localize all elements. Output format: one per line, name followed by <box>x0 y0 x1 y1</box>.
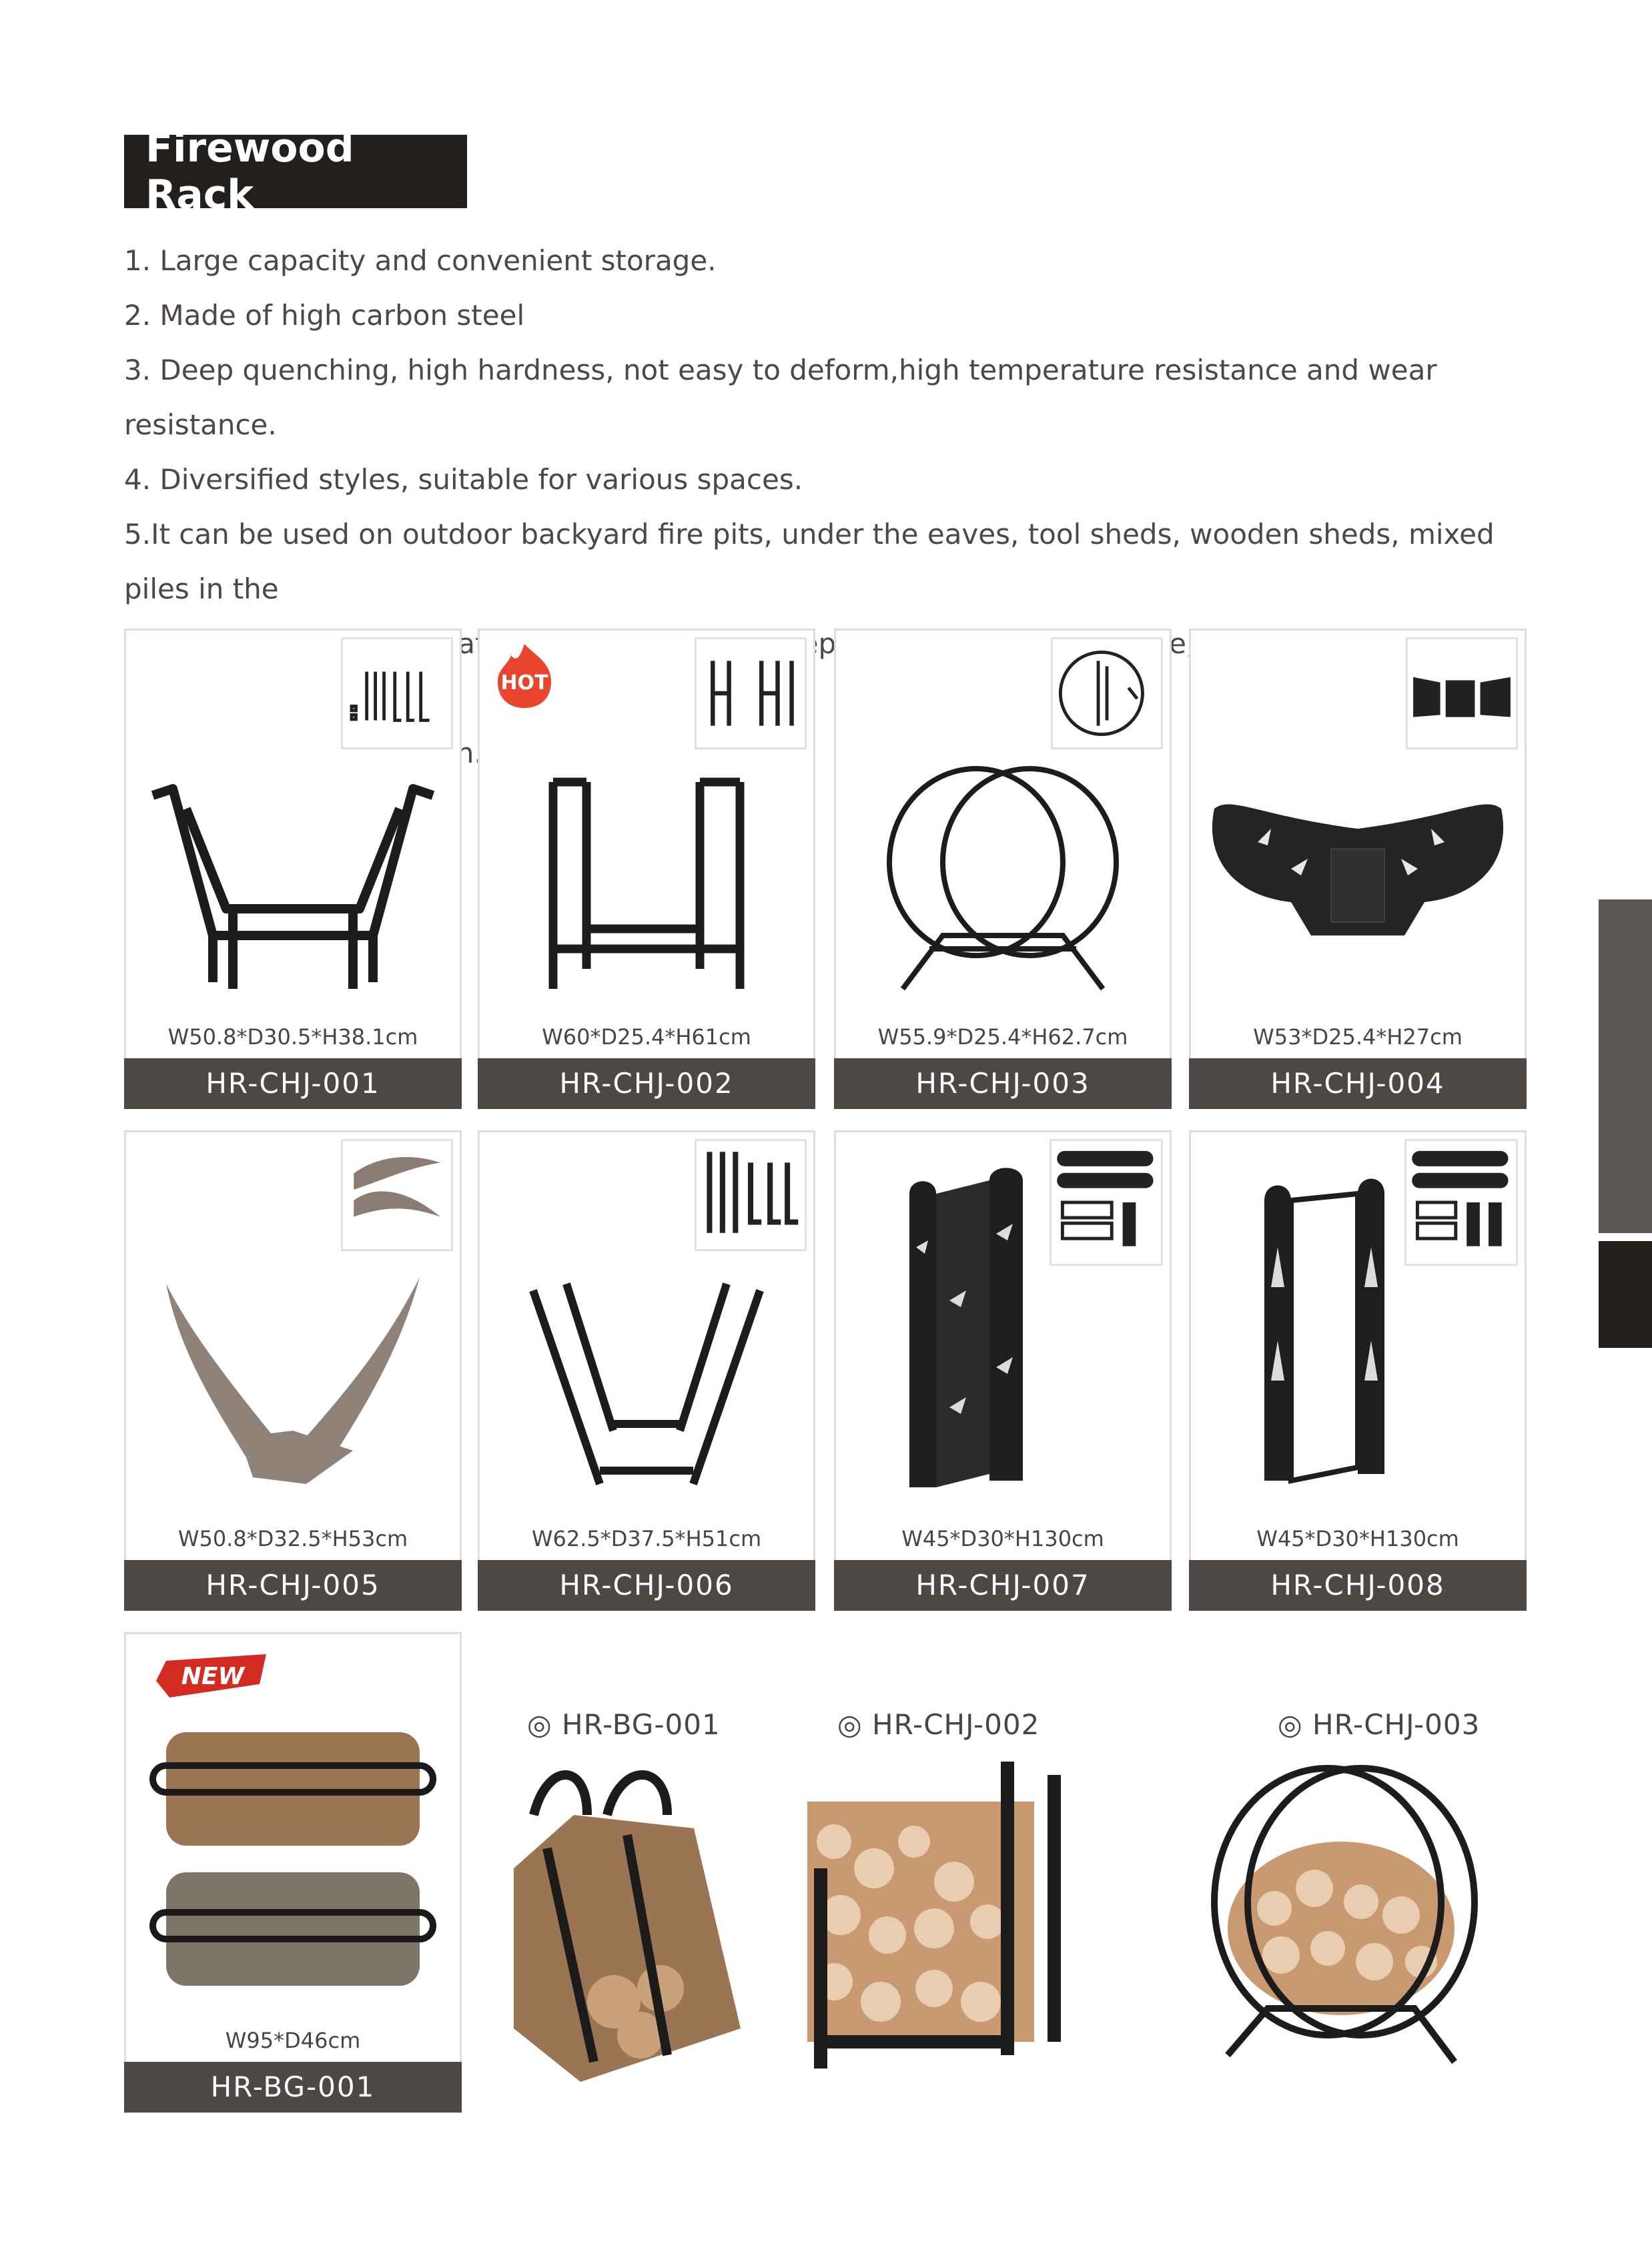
product-card-hr-bg-001[interactable] <box>124 1632 462 2113</box>
product-image <box>139 1259 446 1509</box>
product-model: HR-CHJ-002 <box>478 1058 815 1109</box>
rack-with-wood-photo <box>781 1762 1088 2069</box>
product-dimensions: W55.9*D25.4*H62.7cm <box>877 1024 1128 1050</box>
parts-thumbnail <box>1051 637 1163 749</box>
product-card-hr-chj-003[interactable] <box>834 629 1172 1109</box>
product-model: HR-BG-001 <box>124 2062 462 2113</box>
parts-thumbnail <box>341 1139 453 1251</box>
product-image <box>849 757 1156 1007</box>
scene-label: ◎ HR-BG-001 <box>527 1708 721 1741</box>
product-model: HR-CHJ-008 <box>1189 1560 1527 1611</box>
product-image <box>139 1708 446 2010</box>
side-tab <box>1599 899 1652 1233</box>
hot-badge-text: HOT <box>500 671 548 695</box>
parts-thumbnail <box>1406 637 1518 749</box>
product-image <box>1204 1159 1511 1509</box>
product-image <box>849 1159 1156 1509</box>
parts-thumbnail <box>695 1139 807 1251</box>
product-dimensions: W62.5*D37.5*H51cm <box>531 1526 762 1551</box>
product-image <box>139 757 446 1007</box>
hot-badge <box>488 639 561 712</box>
product-dimensions: W60*D25.4*H61cm <box>542 1024 751 1050</box>
product-card-hr-chj-006[interactable] <box>478 1130 815 1611</box>
feature-item: 5.It can be used on outdoor backyard fire pits, under the eaves, tool sheds, wooden sheds, mixed piles in the <box>124 518 1495 605</box>
product-dimensions: W53*D25.4*H27cm <box>1253 1024 1463 1050</box>
scene-label: ◎ HR-CHJ-002 <box>837 1708 1040 1741</box>
new-badge <box>153 1647 273 1708</box>
page-title: Firewood Rack <box>124 135 467 208</box>
new-badge-text: NEW <box>181 1663 245 1690</box>
product-model: HR-CHJ-001 <box>124 1058 462 1109</box>
feature-item: fireplace <box>772 627 894 660</box>
side-tab-active <box>1599 1241 1652 1348</box>
scene-label: ◎ HR-CHJ-003 <box>1278 1708 1481 1741</box>
feature-item: 2. Made of high carbon steel <box>124 299 525 332</box>
product-model: HR-CHJ-003 <box>834 1058 1172 1109</box>
product-card-hr-chj-007[interactable] <box>834 1130 1172 1611</box>
feature-item: 3. Deep quenching, high hardness, not easy to deform,high temperature resistance and wear resistance. <box>124 354 1437 441</box>
product-image <box>493 1259 800 1509</box>
product-model: HR-CHJ-006 <box>478 1560 815 1611</box>
feature-item: 4. Diversified styles, suitable for various spaces. <box>124 463 803 496</box>
product-model: HR-CHJ-004 <box>1189 1058 1527 1109</box>
product-dimensions: W45*D30*H130cm <box>1256 1526 1459 1551</box>
product-card-hr-chj-001[interactable] <box>124 629 462 1109</box>
product-dimensions: W45*D30*H130cm <box>901 1526 1104 1551</box>
parts-thumbnail <box>341 637 453 749</box>
feature-item: 1. Large capacity and convenient storage. <box>124 244 717 277</box>
log-carrier-photo <box>494 1748 747 2095</box>
product-card-hr-chj-005[interactable] <box>124 1130 462 1611</box>
product-dimensions: W95*D46cm <box>225 2028 361 2053</box>
product-image <box>493 757 800 1007</box>
product-dimensions: W50.8*D30.5*H38.1cm <box>167 1024 418 1050</box>
product-card-hr-chj-008[interactable] <box>1189 1130 1527 1611</box>
parts-thumbnail <box>695 637 807 749</box>
round-rack-with-wood-photo <box>1201 1748 1481 2069</box>
product-model: HR-CHJ-005 <box>124 1560 462 1611</box>
product-card-hr-chj-002[interactable] <box>478 629 815 1109</box>
product-card-hr-chj-004[interactable] <box>1189 629 1527 1109</box>
product-dimensions: W50.8*D32.5*H53cm <box>177 1526 408 1551</box>
product-model: HR-CHJ-007 <box>834 1560 1172 1611</box>
product-image <box>1204 757 1511 1007</box>
